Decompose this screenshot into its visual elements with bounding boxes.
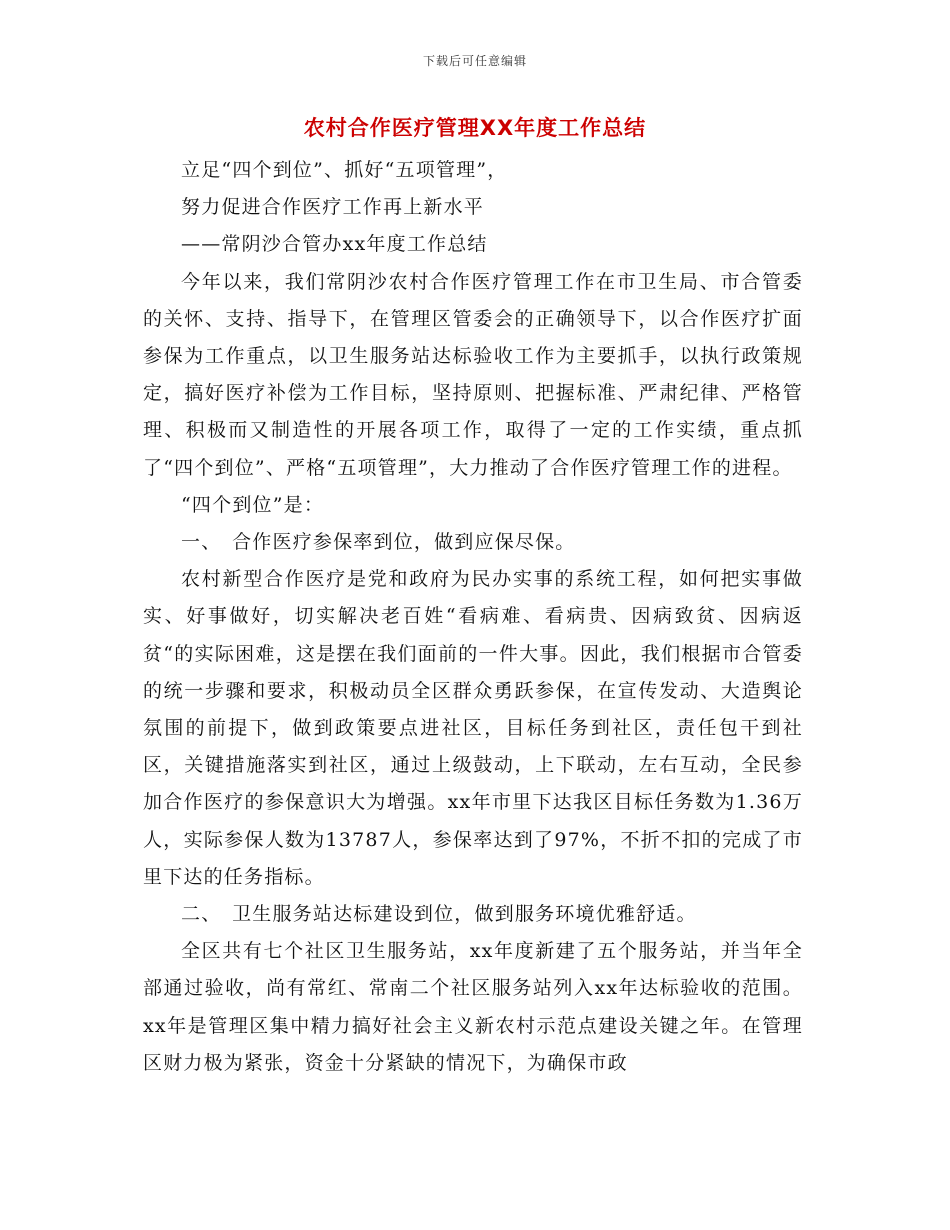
subtitle-line: 立足“四个到位”、抓好“五项管理”， [181,159,508,181]
document-body [143,152,803,1082]
section-heading: 二、 卫生服务站达标建设到位，做到服务环境优雅舒适。 [181,903,697,926]
subtitle-line: 努力促进合作医疗工作再上新水平 [181,196,485,219]
section-heading: 一、 合作医疗参保率到位，做到应保尽保。 [181,531,576,554]
body-paragraph: 农村新型合作医疗是党和政府为民办实事的系统工程，如何把实事做实、好事做好，切实解决老百姓“看病难、看病贵、因病致贫、因病返贫“的实际困难，这是摆在我们面前的一件大事。因此，我们根据市合管委的统一步骤和要求，积极动员全区群众勇跃参保，在宣传发动、大造舆论氛围的前提下，做到政策要点进社区，目标任务到社区，责任包干到社区，关键措施落实到社区，通过上级鼓动，上下联动，左右互动，全民参加合作医疗的参保意识大为增强。xx年市里下达我区目标任务数为1.36万人，实际参保人数为13787人，参保率达到了97%，不折不扣的完成了市里下达的任务指标。 [143,568,803,888]
page-header: 下载后可任意编辑 [422,54,527,68]
body-paragraph: 今年以来，我们常阴沙农村合作医疗管理工作在市卫生局、市合管委的关怀、支持、指导下，在管理区管委会的正确领导下，以合作医疗扩面参保为工作重点，以卫生服务站达标验收工作为主要抓手，以执行政策规定，搞好医疗补偿为工作目标，坚持原则、把握标准、严肃纪律、严格管理、积极而又制造性的开展各项工作，取得了一定的工作实绩，重点抓了“四个到位”、严格“五项管理”，大力推动了合作医疗管理工作的进程。 [143,270,803,479]
document-title: 农村合作医疗管理XX年度工作总结 [303,116,647,140]
section-intro: “四个到位”是： [181,493,325,516]
body-paragraph: 全区共有七个社区卫生服务站，xx年度新建了五个服务站，并当年全部通过验收，尚有常红、常南二个社区服务站列入xx年达标验收的范围。xx年是管理区集中精力搞好社会主义新农村示范点建设关键之年。在管理区财力极为紧张，资金十分紧缺的情况下，为确保市政 [143,940,803,1074]
subtitle-attribution: ——常阴沙合管办xx年度工作总结 [181,233,488,256]
